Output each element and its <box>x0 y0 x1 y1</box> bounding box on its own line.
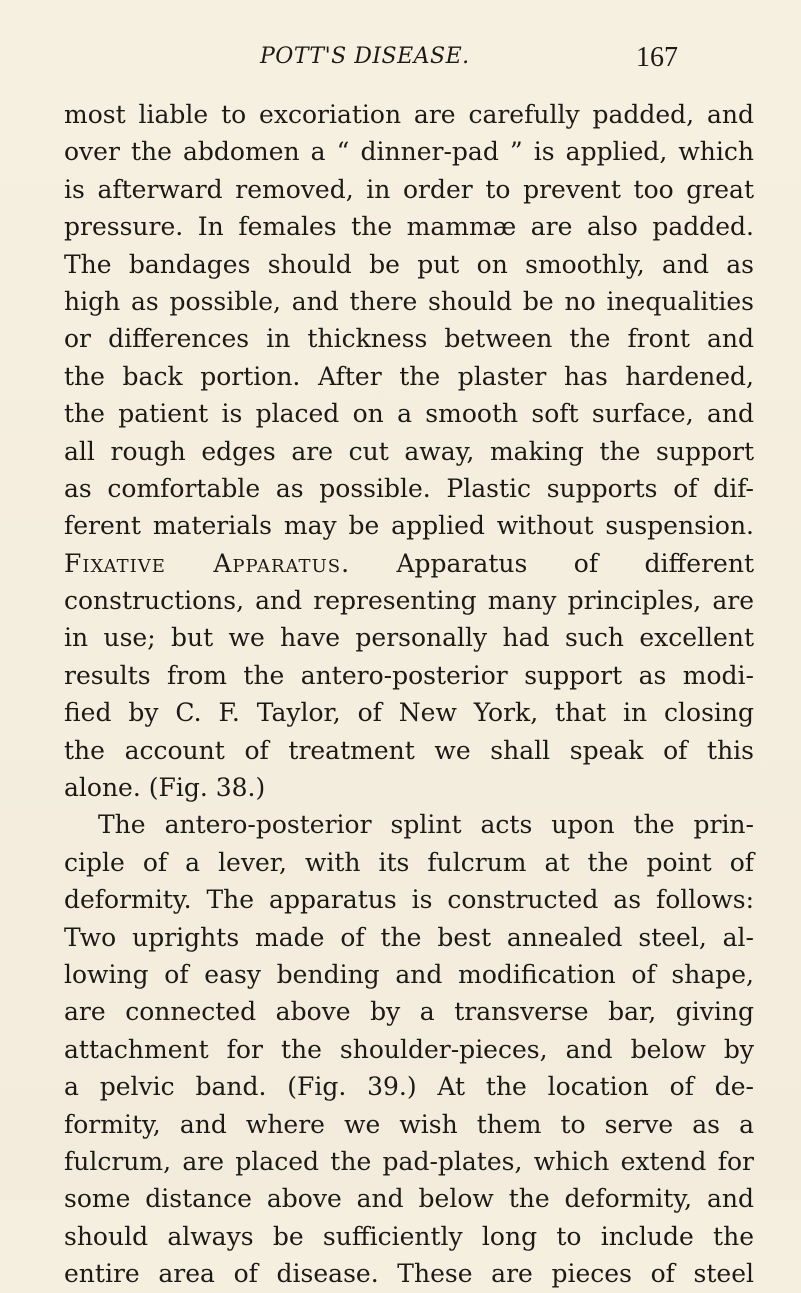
running-title: POTT'S DISEASE. <box>260 44 470 69</box>
text-line: The bandages should be put on smoothly, and as <box>64 249 754 279</box>
text-line: are connected above by a transverse bar, giving <box>64 997 754 1027</box>
section-heading: Fixative Apparatus. <box>64 548 351 578</box>
text-line: as comfortable as possible. Plastic supports of dif- <box>64 473 754 503</box>
text-line: deformity. The apparatus is constructed as follows: <box>64 885 754 915</box>
text-line: pressure. In females the mammæ are also padded. <box>64 212 754 242</box>
text-line: or differences in thickness between the front and <box>64 324 754 354</box>
text-line: in use; but we have personally had such excellent <box>64 623 754 653</box>
text-line: ciple of a lever, with its fulcrum at the point of <box>64 847 754 877</box>
text-line: a pelvic band. (Fig. 39.) At the location of de- <box>64 1072 754 1102</box>
text-line: all rough edges are cut away, making the support <box>64 436 754 466</box>
text-line: the back portion. After the plaster has hardened, <box>64 361 754 391</box>
text-line: high as possible, and there should be no inequalities <box>64 286 754 316</box>
page-number: 167 <box>636 42 678 73</box>
text-line-continuation: Apparatus of different <box>396 548 754 578</box>
text-line: results from the antero-posterior support as modi- <box>64 660 754 690</box>
text-line: is afterward removed, in order to prevent too great <box>64 174 754 204</box>
text-line: alone. (Fig. 38.) <box>64 773 266 803</box>
text-line: ferent materials may be applied without suspension. <box>64 511 754 541</box>
text-line: should always be sufficiently long to include the <box>64 1221 754 1251</box>
body-text <box>64 96 754 1293</box>
text-line: The antero-posterior splint acts upon the prin- <box>98 810 754 840</box>
text-line: formity, and where we wish them to serve as a <box>64 1109 754 1139</box>
text-line: Two uprights made of the best annealed steel, al- <box>64 922 754 952</box>
text-line: the account of treatment we shall speak of this <box>64 735 754 765</box>
text-line: some distance above and below the deformity, and <box>64 1184 754 1214</box>
text-line: over the abdomen a “ dinner-pad ” is applied, which <box>64 137 754 167</box>
page-header <box>0 44 801 80</box>
text-line: most liable to excoriation are carefully padded, and <box>64 100 754 129</box>
text-line: constructions, and representing many principles, are <box>64 586 754 616</box>
text-line: the patient is placed on a smooth soft surface, and <box>64 399 754 429</box>
text-line: lowing of easy bending and modification of shape, <box>64 959 754 989</box>
text-line-with-heading <box>64 545 754 582</box>
text-line: fulcrum, are placed the pad-plates, which extend for <box>64 1146 754 1176</box>
text-line: entire area of disease. These are pieces of steel <box>64 1259 754 1289</box>
text-line: fied by C. F. Taylor, of New York, that in closing <box>64 698 754 728</box>
text-line: attachment for the shoulder-pieces, and below by <box>64 1034 754 1064</box>
